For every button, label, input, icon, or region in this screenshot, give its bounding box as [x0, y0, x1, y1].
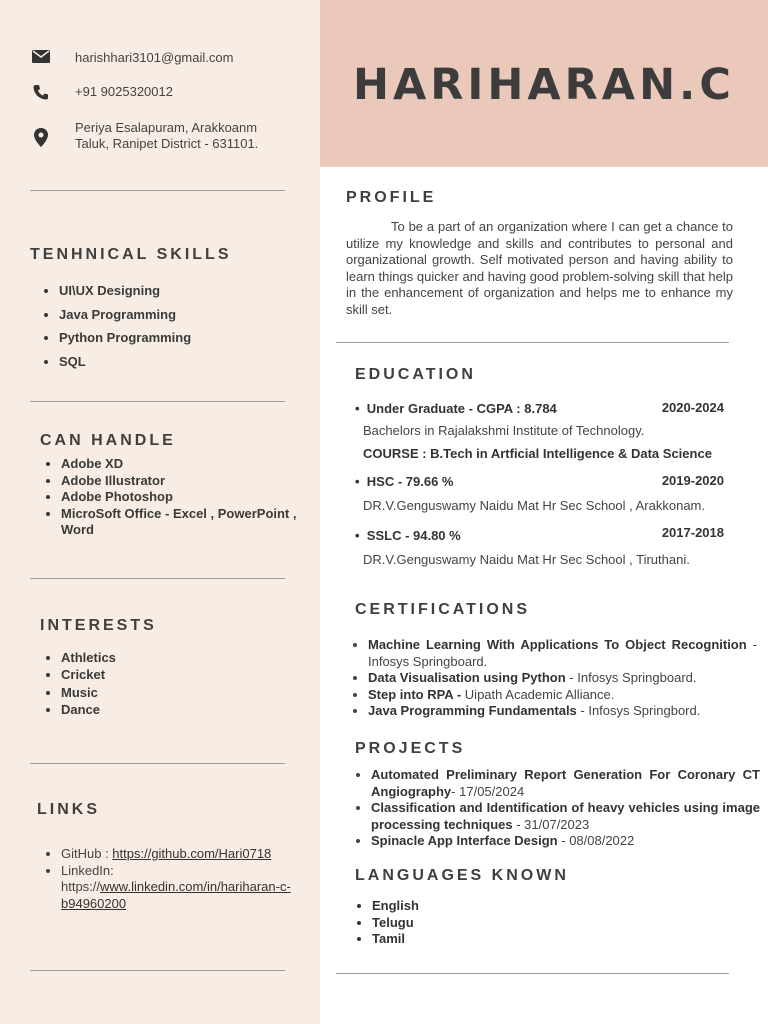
list-item: • Adobe Photoshop [61, 489, 319, 506]
profile-text: To be a part of an organization where I can get a chance to utilize my knowledge and skills and contributes to personal and organizational growth. Self motivated person and having ability to learn things quicker and having good problem-solving skill that help in the enhancement of organization and helps me to enhance my skill set. [346, 219, 733, 317]
contact-email[interactable]: harishhari3101@gmail.com [75, 50, 234, 65]
list-item: • Dance [61, 701, 116, 718]
linkedin-link-item [61, 863, 319, 913]
list-item: • English [372, 898, 419, 915]
education-entry-title: • SSLC - 94.80 % [355, 528, 461, 543]
left-divider [30, 401, 285, 402]
left-divider [30, 190, 285, 191]
location-pin-icon [30, 120, 52, 147]
mail-icon [30, 50, 52, 63]
linkedin-label: LinkedIn: [61, 862, 114, 878]
linkedin-link[interactable]: www.linkedin.com/in/hariharan-c-b94960200 [61, 879, 291, 911]
list-item: • Telugu [372, 915, 419, 932]
list-item: • Step into RPA - Uipath Academic Alliance. [368, 687, 757, 704]
github-link-item [61, 846, 319, 863]
list-item: • Tamil [372, 931, 419, 948]
github-link[interactable]: https://github.com/Hari0718 [112, 846, 272, 861]
list-item: • SQL [59, 350, 191, 374]
right-divider [336, 342, 729, 343]
list-item: • Automated Preliminary Report Generation For Coronary CT Angiography- 17/05/2024 [371, 767, 760, 800]
education-entry-years: 2019-2020 [661, 473, 724, 488]
education-entry-institution: DR.V.Genguswamy Naidu Mat Hr Sec School , Tiruthani. [363, 552, 690, 567]
skills-heading: TENHNICAL SKILLS [30, 246, 232, 263]
list-item: • Data Visualisation using Python - Infosys Springboard. [368, 670, 757, 687]
education-entry-title: • Under Graduate - CGPA : 8.784 [355, 401, 557, 416]
education-entry-institution: DR.V.Genguswamy Naidu Mat Hr Sec School , Arakkonam. [363, 498, 705, 513]
left-divider [30, 970, 285, 971]
left-divider [30, 578, 285, 579]
list-item: • Python Programming [59, 326, 191, 350]
interests-heading: INTERESTS [40, 617, 157, 634]
contact-address: Periya Esalapuram, Arakkoanm Taluk, Ranipet District - 631101. [75, 120, 259, 151]
contact-phone-row [30, 84, 275, 100]
languages-heading: LANGUAGES KNOWN [355, 867, 569, 884]
interests-list [43, 649, 116, 718]
certifications-list [351, 637, 757, 720]
projects-list [354, 767, 760, 850]
contact-phone: +91 9025320012 [75, 84, 173, 99]
profile-heading: PROFILE [346, 189, 437, 206]
links-list [43, 846, 319, 912]
projects-heading: PROJECTS [355, 740, 466, 757]
languages-list [355, 898, 419, 948]
list-item: • Adobe Illustrator [61, 473, 319, 490]
list-item: • Cricket [61, 666, 116, 683]
education-entry-title: • HSC - 79.66 % [355, 474, 454, 489]
github-label: GitHub : [61, 846, 113, 861]
right-divider [336, 973, 729, 974]
list-item: • Music [61, 684, 116, 701]
education-entry-years: 2020-2024 [661, 400, 724, 415]
list-item: • Classification and Identification of heavy vehicles using image processing techniques - 31/07/2023 [371, 800, 760, 833]
skills-list [41, 279, 191, 373]
list-item: • MicroSoft Office - Excel , PowerPoint , Word [61, 506, 319, 539]
list-item: • Athletics [61, 649, 116, 666]
left-divider [30, 763, 285, 764]
contact-email-row [30, 50, 275, 66]
education-entry-years: 2017-2018 [661, 525, 724, 540]
links-heading: LINKS [37, 801, 100, 818]
list-item: • UI\UX Designing [59, 279, 191, 303]
list-item: • Java Programming [59, 303, 191, 327]
list-item: • Spinacle App Interface Design - 08/08/2022 [371, 833, 760, 850]
certifications-heading: CERTIFICATIONS [355, 601, 531, 618]
can-handle-heading: CAN HANDLE [40, 432, 176, 449]
list-item: • Java Programming Fundamentals - Infosys Springbord. [368, 703, 757, 720]
linkedin-prefix: https:// [61, 879, 101, 894]
can-handle-list [43, 456, 319, 539]
education-entry-course: COURSE : B.Tech in Artficial Intelligence & Data Science [363, 446, 712, 461]
education-heading: EDUCATION [355, 366, 476, 383]
contact-address-row [30, 120, 275, 152]
list-item: • Adobe XD [61, 456, 319, 473]
education-entry-institution: Bachelors in Rajalakshmi Institute of Technology. [363, 423, 645, 438]
list-item: • Machine Learning With Applications To Object Recognition - Infosys Springboard. [368, 637, 757, 670]
phone-icon [30, 84, 52, 100]
candidate-name: HARIHARAN.C [353, 60, 735, 110]
